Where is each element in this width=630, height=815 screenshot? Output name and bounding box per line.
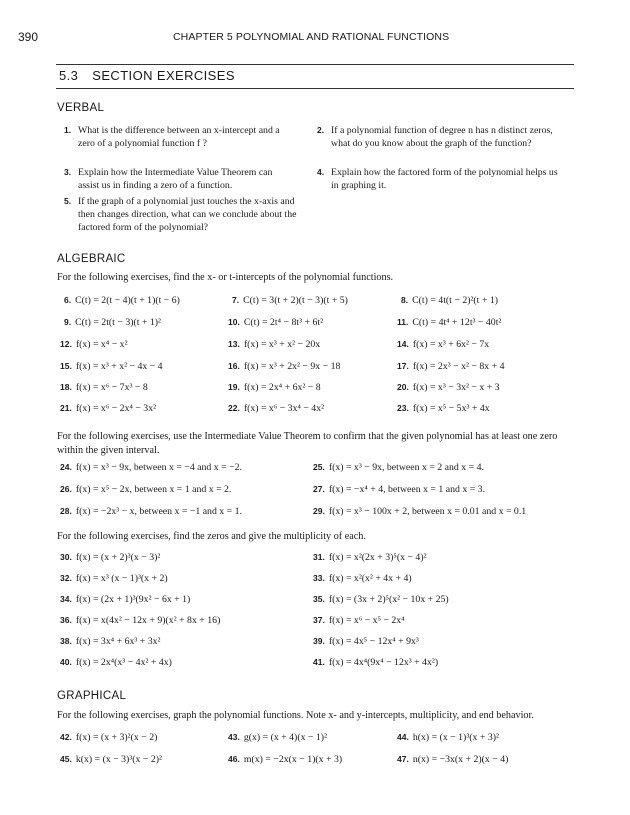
section-number: 5.3 [59, 68, 79, 83]
exercise-item: 15. f(x) = x³ + x² − 4x − 4 [60, 361, 163, 372]
exercise-item: 21. f(x) = x⁶ − 2x⁴ − 3x² [60, 403, 157, 414]
chapter-name: POLYNOMIAL AND RATIONAL FUNCTIONS [235, 31, 450, 43]
exercise-item: 18. f(x) = x⁶ − 7x³ − 8 [60, 382, 148, 393]
exercise-item: 38. f(x) = 3x⁴ + 6x³ + 3x² [60, 636, 161, 647]
exercise-item: 39. f(x) = 4x⁵ − 12x⁴ + 9x³ [313, 636, 419, 647]
exercise-item: 46. m(x) = −2x(x − 1)(x + 3) [228, 754, 343, 765]
exercise-item: 11. C(t) = 4t⁴ + 12t³ − 40t² [397, 317, 502, 328]
exercise-item: 40. f(x) = 2x⁴(x³ − 4x² + 4x) [60, 657, 172, 668]
exercise-item: 22. f(x) = x⁶ − 3x⁴ − 4x² [228, 403, 325, 414]
exercise-item: 44. h(x) = (x − 1)³(x + 3)² [397, 732, 499, 743]
exercise-item: 26. f(x) = x⁵ − 2x, between x = 1 and x = 2. [60, 484, 232, 495]
exercise-item: 12. f(x) = x⁴ − x² [60, 339, 128, 350]
exercise-item: 29. f(x) = x³ − 100x + 2, between x = 0.01 and x = 0.1 [313, 506, 527, 517]
exercise-item: 47. n(x) = −3x(x + 2)(x − 4) [397, 754, 509, 765]
exercise-item: 43. g(x) = (x + 4)(x − 1)² [228, 732, 328, 743]
exercise-item: 6. C(t) = 2(t − 4)(t + 1)(t − 6) [64, 295, 180, 306]
section-heading [59, 68, 235, 83]
instructions-zeros: For the following exercises, find the zeros and give the multiplicity of each. [57, 531, 366, 542]
exercise-item: 36. f(x) = x(4x² − 12x + 9)(x² + 8x + 16) [60, 615, 221, 626]
exercise-item: 13. f(x) = x³ + x² − 20x [228, 339, 321, 350]
exercise-item: 35. f(x) = (3x + 2)⁵(x² − 10x + 25) [313, 594, 449, 605]
exercise-item: 4. Explain how the factored form of the polynomial helps us in graphing it. [317, 167, 558, 191]
exercise-item: 20. f(x) = x³ − 3x² − x + 3 [397, 382, 500, 393]
exercise-item: 10. C(t) = 2t⁴ − 8t³ + 6t² [228, 317, 324, 328]
exercise-item: 42. f(x) = (x + 3)²(x − 2) [60, 732, 158, 743]
exercise-item: 30. f(x) = (x + 2)³(x − 3)² [60, 552, 161, 563]
exercise-item: 9. C(t) = 2t(t − 3)(t + 1)² [64, 317, 161, 328]
exercise-item: 14. f(x) = x³ + 6x² − 7x [397, 339, 490, 350]
exercise-item: 19. f(x) = 2x⁴ + 6x² − 8 [228, 382, 321, 393]
exercise-item: 28. f(x) = −2x³ − x, between x = −1 and x = 1. [60, 506, 242, 517]
section-rule-top [56, 64, 574, 65]
exercise-item: 37. f(x) = x⁶ − x⁵ − 2x⁴ [313, 615, 405, 626]
exercise-item: 1. What is the difference between an x-intercept and a zero of a polynomial function f ? [64, 125, 280, 149]
exercise-item: 2. If a polynomial function of degree n has n distinct zeros, what do you know about the graph of the function? [317, 125, 553, 149]
running-header [18, 30, 612, 46]
exercise-item: 31. f(x) = x²(2x + 3)⁵(x − 4)² [313, 552, 427, 563]
exercise-item: 24. f(x) = x³ − 9x, between x = −4 and x = −2. [60, 462, 242, 473]
graphical-heading: GRAPHICAL [57, 690, 127, 702]
section-title: SECTION EXERCISES [92, 68, 235, 83]
exercise-item: 23. f(x) = x⁵ − 5x³ + 4x [397, 403, 490, 414]
exercise-item: 3. Explain how the Intermediate Value Theorem can assist us in finding a zero of a function. [64, 167, 273, 191]
exercise-item: 25. f(x) = x³ − 9x, between x = 2 and x = 4. [313, 462, 484, 473]
exercise-item: 27. f(x) = −x⁴ + 4, between x = 1 and x = 3. [313, 484, 486, 495]
exercise-item: 45. k(x) = (x − 3)³(x − 2)² [60, 754, 162, 765]
page-number: 390 [18, 30, 39, 44]
exercise-item: 17. f(x) = 2x³ − x² − 8x + 4 [397, 361, 505, 372]
exercise-item: 41. f(x) = 4x⁴(9x⁴ − 12x³ + 4x²) [313, 657, 439, 668]
section-rule-bottom [56, 88, 574, 89]
exercise-item: 32. f(x) = x³ (x − 1)³(x + 2) [60, 573, 168, 584]
instructions-ivt: For the following exercises, use the Intermediate Value Theorem to confirm that the given polynomial has at least one zero within the given interval. [57, 431, 558, 456]
exercise-item: 8. C(t) = 4t(t − 2)²(t + 1) [401, 295, 498, 306]
instructions-intercepts: For the following exercises, find the x- or t-intercepts of the polynomial functions. [57, 272, 394, 283]
exercise-item: 16. f(x) = x³ + 2x² − 9x − 18 [228, 361, 341, 372]
verbal-heading: VERBAL [57, 102, 105, 114]
exercise-item: 5. If the graph of a polynomial just touches the x-axis and then changes direction, what can we conclude about the factored form of the polynomial? [64, 196, 297, 233]
chapter-title [173, 31, 449, 43]
exercise-item: 7. C(t) = 3(t + 2)(t − 3)(t + 5) [232, 295, 348, 306]
exercise-item: 34. f(x) = (2x + 1)³(9x² − 6x + 1) [60, 594, 191, 605]
chapter-prefix: CHAPTER 5 [173, 31, 233, 43]
algebraic-heading: ALGEBRAIC [57, 253, 126, 265]
exercise-item: 33. f(x) = x²(x² + 4x + 4) [313, 573, 412, 584]
instructions-graphical: For the following exercises, graph the polynomial functions. Note x- and y-intercepts, multiplicity, and end behavior. [57, 710, 534, 721]
